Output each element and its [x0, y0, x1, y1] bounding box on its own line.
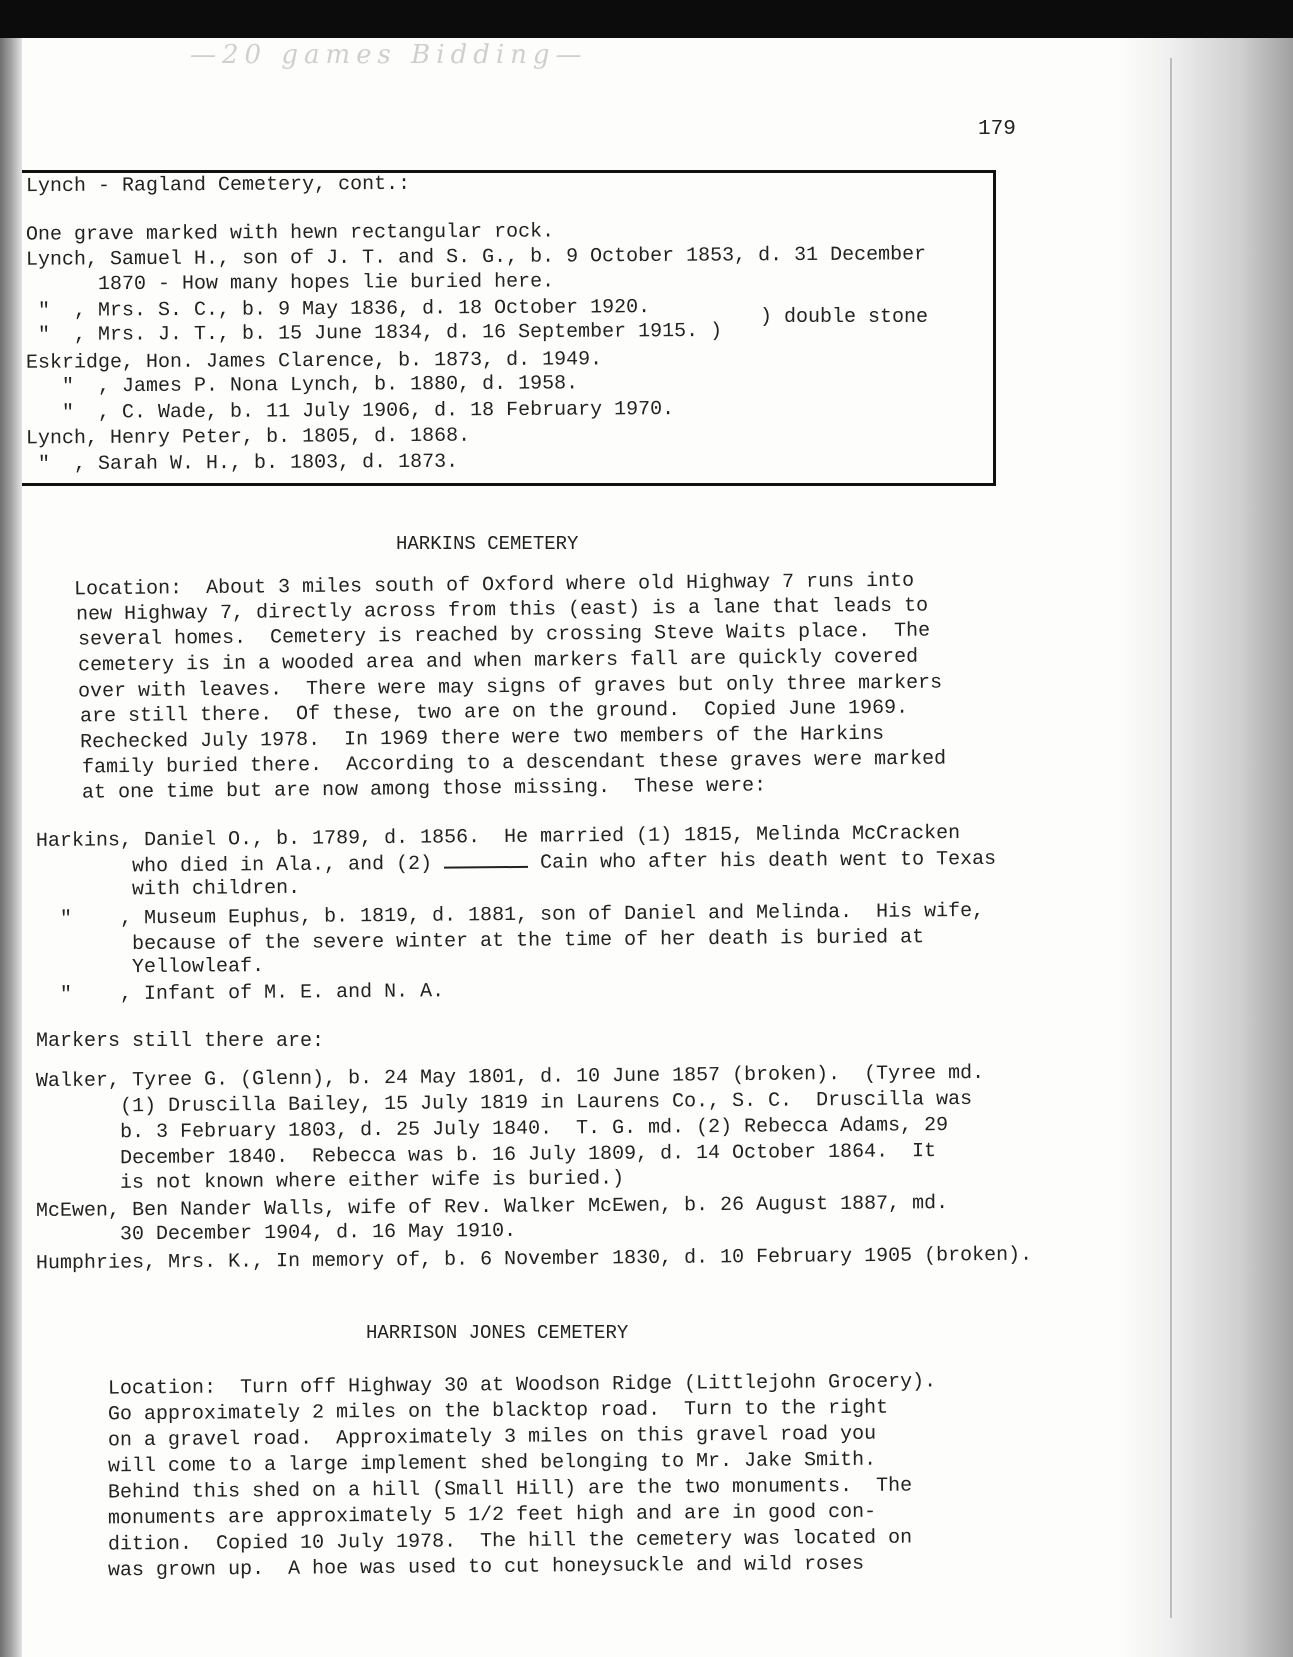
harkins-location-line: Location: About 3 miles south of Oxford where old Highway 7 runs into	[73, 569, 915, 602]
box-line: " , Mrs. J. T., b. 15 June 1834, d. 16 September 1915. )	[25, 319, 723, 348]
box-line: Lynch, Henry Peter, b. 1805, d. 1868.	[25, 424, 471, 451]
blank-name-line	[444, 866, 528, 869]
markers-label: Markers still there are:	[36, 1030, 325, 1053]
harkins-entry-line: because of the severe winter at the time of her death is buried at	[35, 926, 925, 957]
marker-line: Humphries, Mrs. K., In memory of, b. 6 November 1830, d. 10 February 1905 (broken).	[35, 1243, 1033, 1276]
harrison-location-line: on a gravel road. Approximately 3 miles on this gravel road you	[107, 1422, 877, 1453]
harrison-location-line: Location: Turn off Highway 30 at Woodson Ridge (Littlejohn Grocery).	[107, 1370, 937, 1401]
marker-line: 30 December 1904, d. 16 May 1910.	[35, 1219, 517, 1248]
page-number: 179	[978, 118, 1016, 141]
handwritten-scribble: —20 games Bidding—	[190, 40, 588, 70]
harkins-location-line: cemetery is in a wooded area and when markers fall are quickly covered	[77, 645, 919, 678]
scan-top-edge	[0, 0, 1293, 38]
marker-line: (1) Druscilla Bailey, 15 July 1819 in Laurens Co., S. C. Druscilla was	[35, 1087, 973, 1120]
marker-line: December 1840. Rebecca was b. 16 July 1809, d. 14 October 1864. It	[35, 1140, 937, 1171]
harrison-location-line: monuments are approximately 5 1/2 feet high and are in good con-	[107, 1500, 877, 1531]
harkins-entry-line: " , Museum Euphus, b. 1819, d. 1881, son of Daniel and Melinda. His wife,	[35, 899, 985, 932]
double-stone-note: ) double stone	[760, 306, 929, 329]
box-line: Eskridge, Hon. James Clarence, b. 1873, d. 1949.	[25, 348, 603, 375]
marker-line: is not known where either wife is buried.)	[35, 1167, 625, 1196]
harkins-location-line: new Highway 7, directly across from this (east) is a lane that leads to	[75, 594, 929, 627]
box-line: " , Sarah W. H., b. 1803, d. 1873.	[25, 450, 459, 477]
harrison-location-line: will come to a large implement shed belonging to Mr. Jake Smith.	[107, 1448, 877, 1479]
marker-line: b. 3 February 1803, d. 25 July 1840. T. G. md. (2) Rebecca Adams, 29	[35, 1114, 949, 1145]
harkins-entry-line: " , Infant of M. E. and N. A.	[35, 980, 445, 1007]
harkins-entry-line: with children.	[35, 876, 301, 903]
box-line: Lynch, Samuel H., son of J. T. and S. G., b. 9 October 1853, d. 31 December	[25, 243, 927, 272]
harrison-location-line: was grown up. A hoe was used to cut honeysuckle and wild roses	[107, 1552, 865, 1583]
marker-line: McEwen, Ben Nander Walls, wife of Rev. Walker McEwen, b. 26 August 1887, md.	[35, 1192, 949, 1223]
page-binding-shadow	[1118, 38, 1293, 1657]
section-heading-harkins: HARKINS CEMETERY	[396, 533, 579, 555]
box-line: " , Mrs. S. C., b. 9 May 1836, d. 18 October 1920.	[25, 296, 651, 323]
box-line: " , C. Wade, b. 11 July 1906, d. 18 February 1970.	[25, 398, 675, 425]
box-line: One grave marked with hewn rectangular rock.	[25, 220, 555, 247]
harrison-location-line: dition. Copied 10 July 1978. The hill the cemetery was located on	[107, 1526, 913, 1557]
harkins-location-line: are still there. Of these, two are on the ground. Copied June 1969.	[79, 696, 909, 729]
harkins-location-line: over with leaves. There were may signs of graves but only three markers	[77, 671, 943, 704]
scan-left-edge	[0, 38, 22, 1657]
harkins-location-line: several homes. Cemetery is reached by crossing Steve Waits place. The	[77, 619, 931, 652]
harrison-location-line: Behind this shed on a hill (Small Hill) are the two monuments. The	[107, 1474, 913, 1505]
harkins-location-line: Rechecked July 1978. In 1969 there were two members of the Harkins	[79, 722, 885, 755]
section-heading-harrison-jones: HARRISON JONES CEMETERY	[366, 1322, 629, 1344]
harkins-entry-line: Harkins, Daniel O., b. 1789, d. 1856. He married (1) 1815, Melinda McCracken	[35, 821, 961, 854]
harrison-location-line: Go approximately 2 miles on the blacktop road. Turn to the right	[107, 1396, 889, 1427]
harkins-location-line: family buried there. According to a descendant these graves were marked	[81, 747, 947, 780]
box-title: Lynch - Ragland Cemetery, cont.:	[25, 172, 411, 199]
box-line: " , James P. Nona Lynch, b. 1880, d. 1958.	[25, 372, 579, 399]
harkins-entry-line: Yellowleaf.	[35, 955, 265, 980]
harkins-location-line: at one time but are now among those missing. These were:	[81, 774, 767, 805]
harkins-entry-line: who died in Ala., and (2) Cain who after his death went to Texas	[35, 847, 997, 880]
marker-line: Walker, Tyree G. (Glenn), b. 24 May 1801, d. 10 June 1857 (broken). (Tyree md.	[35, 1061, 985, 1094]
box-line: 1870 - How many hopes lie buried here.	[25, 270, 555, 297]
